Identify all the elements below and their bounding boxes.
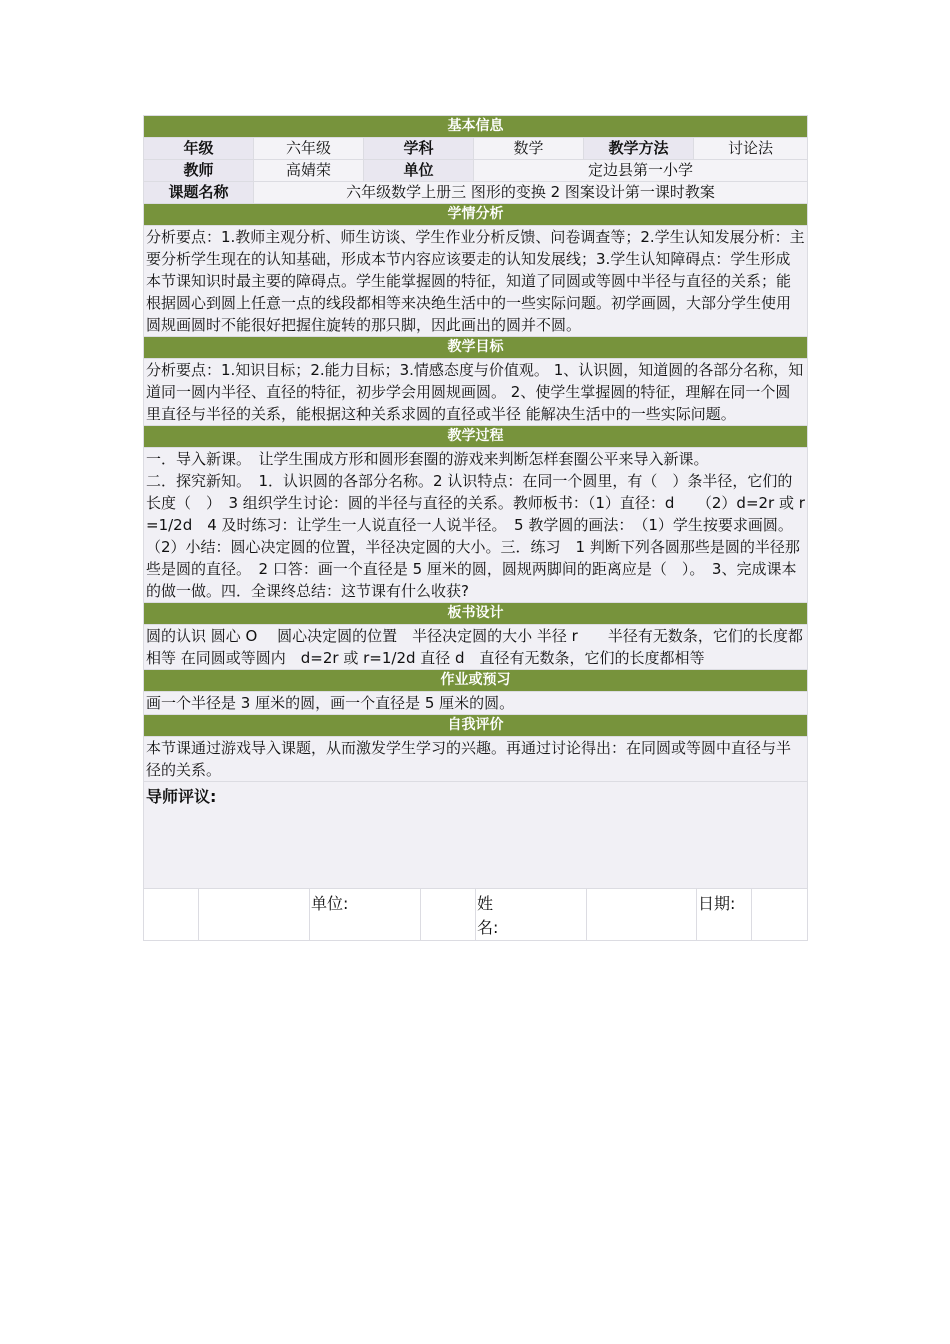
unit-value: 定边县第一小学 <box>474 160 808 182</box>
topic-label: 课题名称 <box>144 182 254 204</box>
method-label: 教学方法 <box>584 138 694 160</box>
sign-blank-3 <box>421 889 476 941</box>
student-analysis-text: 分析要点：1.教师主观分析、师生访谈、学生作业分析反馈、问卷调查等；2.学生认知发展分析：主要分析学生现在的认知基础，形成本节内容应该要走的认知发展线；3.学生认知障碍点：学生形成本节课知识时最主要的障碍点。学生能掌握圆的特征，知道了同圆或等圆中半径与直径的关系；能根据圆心到圆上任意一点的线段都相等来决绝生活中的一些实际问题。初学画圆，大部分学生使用圆规画圆时不能很好把握住旋转的那只脚，因此画出的圆并不圆。 <box>146 228 805 334</box>
sign-blank-2 <box>199 889 310 941</box>
sign-blank-4 <box>587 889 697 941</box>
subject-label: 学科 <box>364 138 474 160</box>
unit-label: 单位 <box>364 160 474 182</box>
sign-blank-5 <box>752 889 808 941</box>
topic-value: 六年级数学上册三 图形的变换 2 图案设计第一课时教案 <box>254 182 808 204</box>
section-header-basic-info: 基本信息 <box>144 116 808 138</box>
section-header-student-analysis: 学情分析 <box>144 204 808 226</box>
self-eval-cell <box>144 737 808 782</box>
teaching-process-text-1: 一．导入新课。 让学生围成方形和圆形套圈的游戏来判断怎样套圈公平来导入新课。 <box>146 450 709 468</box>
section-header-teaching-goals: 教学目标 <box>144 337 808 359</box>
teaching-process-cell <box>144 448 808 603</box>
lesson-plan-table <box>143 115 808 889</box>
teaching-goals-text: 分析要点：1.知识目标；2.能力目标；3.情感态度与价值观。 1、认识圆，知道圆的各部分名称，知道同一圆内半径、直径的特征，初步学会用圆规画圆。 2、使学生掌握圆的特征，理解在同一个圆里直径与半径的关系，能根据这种关系求圆的直径或半径 能解决生活中的一些实际问题。 <box>146 361 804 423</box>
sign-blank-1 <box>144 889 199 941</box>
homework-cell <box>144 692 808 715</box>
teacher-label: 教师 <box>144 160 254 182</box>
section-header-teaching-process: 教学过程 <box>144 426 808 448</box>
grade-value: 六年级 <box>254 138 364 160</box>
teacher-value: 高婧荣 <box>254 160 364 182</box>
teaching-process-text-2: 二．探究新知。 1．认识圆的各部分名称。2 认识特点：在同一个圆里，有（ ）条半径，它们的长度（ ） 3 组织学生讨论：圆的半径与直径的关系。教师板书：（1）直径：d （2）d=2r 或 r=1/2d 4 及时练习：让学生一人说直径一人说半径。 5 教学圆的画法： （1）学生按要求画圆。 （2）小结：圆心决定圆的位置，半径决定圆的大小。三．练习 1 判断下列各圆那些是圆的半径那些是圆的直径。 2 口答：画一个直径是 5 厘米的圆，圆规两脚间的距离应是（ ）。 3、完成课本的做一做。四．全课终总结：这节课有什么收获? <box>146 472 805 600</box>
board-design-text: 圆的认识 圆心 O 圆心决定圆的位置 半径决定圆的大小 半径 r 半径有无数条，它们的长度都相等 在同圆或等圆内 d=2r 或 r=1/2d 直径 d 直径有无数条，它们的长度都相等 <box>146 627 803 667</box>
self-eval-text: 本节课通过游戏导入课题，从而激发学生学习的兴趣。再通过讨论得出：在同圆或等圆中直径与半径的关系。 <box>146 739 792 779</box>
board-design-cell <box>144 625 808 670</box>
section-header-homework: 作业或预习 <box>144 670 808 692</box>
student-analysis-cell <box>144 226 808 337</box>
signature-table <box>143 888 808 941</box>
method-value: 讨论法 <box>694 138 808 160</box>
teaching-goals-cell <box>144 359 808 426</box>
mentor-comment-label: 导师评议: <box>146 787 217 806</box>
section-header-board-design: 板书设计 <box>144 603 808 625</box>
lesson-plan-sheet <box>143 115 807 941</box>
homework-text: 画一个半径是 3 厘米的圆，画一个直径是 5 厘米的圆。 <box>146 694 515 712</box>
mentor-comment-cell <box>144 782 808 889</box>
section-header-self-eval: 自我评价 <box>144 715 808 737</box>
sign-date-label: 日期: <box>697 889 752 941</box>
sign-name-label: 姓名: <box>476 889 587 941</box>
grade-label: 年级 <box>144 138 254 160</box>
subject-value: 数学 <box>474 138 584 160</box>
sign-unit-label: 单位: <box>310 889 421 941</box>
